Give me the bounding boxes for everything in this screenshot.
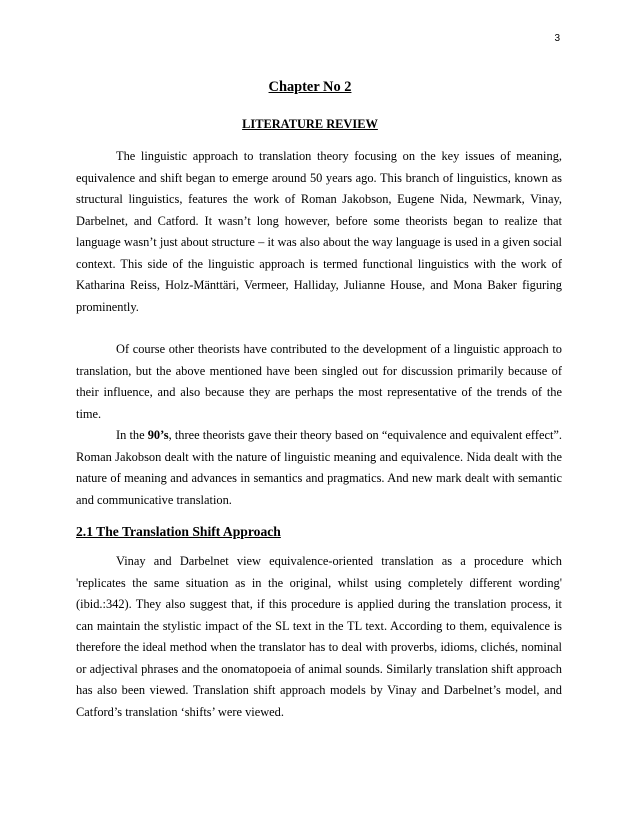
section-title: LITERATURE REVIEW [242,117,378,131]
paragraph-3-rest: , three theorists gave their theory based on “equivalence and equivalent effect”. Roman Jakobson dealt with the nature of linguistic meaning and equivalence. Nida dealt with the nature of meaning and advances in semantics and pragmatics. And new mark dealt with semantic and communicative translation. [76,428,562,507]
paragraph-1: The linguistic approach to translation theory focusing on the key issues of meaning, equivalence and shift began to emerge around 50 years ago. This branch of linguistics, known as structural linguistics, features the work of Roman Jakobson, Eugene Nida, Newmark, Vinay, Darbelnet, and Catford. It wasn’t long however, before some theorists began to realize that language wasn’t just about structure – it was also about the way language is used in a given social context. This side of the linguistic approach is termed functional linguistics with the work of Katharina Reiss, Holz-Mänttäri, Vermeer, Halliday, Julianne House, and Mona Baker figuring prominently. [76,149,562,314]
page-number: 3 [554,33,560,44]
paragraph-2 [76,339,562,425]
paragraph-4: Vinay and Darbelnet view equivalence-oriented translation as a procedure which 'replicates the same situation as in the original, whilst using completely different wording' (ibid.:342). They also suggest that, if this procedure is applied during the translation process, it can maintain the stylistic impact of the SL text in the TL text. According to them, equivalence is therefore the ideal method when the translator has to deal with proverbs, idioms, clichés, nominal or adjectival phrases and the onomatopoeia of animal sounds. Similarly translation shift approach has also been viewed. Translation shift approach models by Vinay and Darbelnet’s model, and Catford’s translation ‘shifts’ were viewed. [76,554,562,719]
subsection-heading: 2.1 The Translation Shift Approach [76,524,281,539]
paragraph-3 [76,425,562,511]
chapter-title: Chapter No 2 [268,79,352,95]
paragraph-3-bold: 90’s [147,428,169,442]
paragraph-2-text: Of course other theorists have contributed to the development of a linguistic approach to translation, but the above mentioned have been singled out for discussion primarily because of their influence, and also because they are perhaps the most representative of the trends of the time. [76,342,562,421]
paragraph-3-prefix: In the [116,428,148,442]
